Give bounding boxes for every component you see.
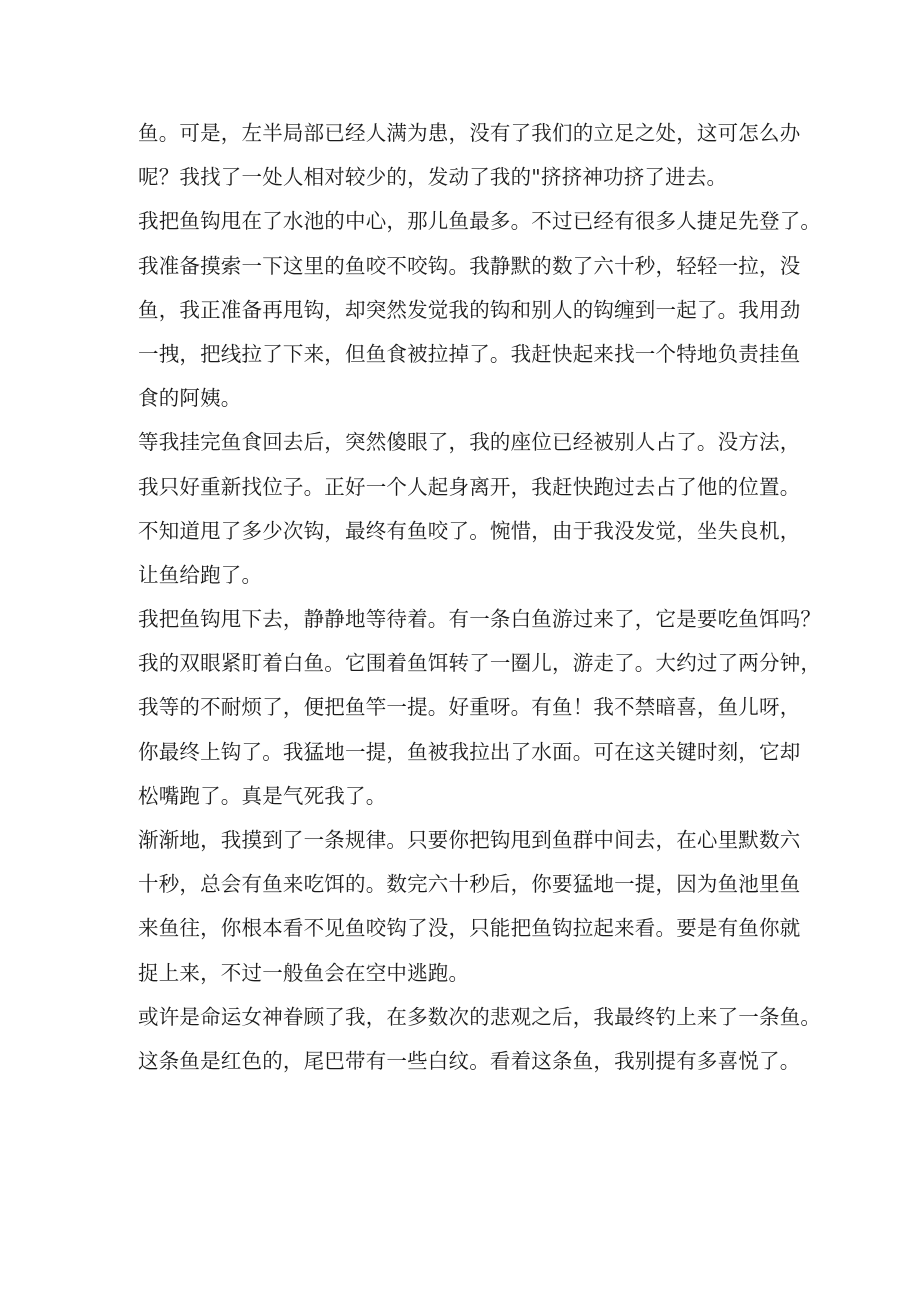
text-line: 捉上来，不过一般鱼会在空中逃跑。	[138, 960, 470, 985]
text-line: 或许是命运女神眷顾了我，在多数次的悲观之后，我最终钓上来了一条鱼。	[138, 1004, 822, 1029]
text-line: 等我挂完鱼食回去后，突然傻眼了，我的座位已经被别人占了。没方法，	[138, 430, 801, 455]
text-line: 让鱼给跑了。	[138, 562, 263, 587]
text-line: 我准备摸索一下这里的鱼咬不咬钩。我静默的数了六十秒，轻轻一拉，没	[138, 253, 801, 278]
text-line: 我等的不耐烦了，便把鱼竿一提。好重呀。有鱼！我不禁暗喜，鱼儿呀，	[138, 695, 801, 720]
text-line: 我把鱼钩甩下去，静静地等待着。有一条白鱼游过来了，它是要吃鱼饵吗？	[138, 607, 822, 632]
text-line: 一拽，把线拉了下来，但鱼食被拉掉了。我赶快起来找一个特地负责挂鱼	[138, 341, 801, 366]
text-line: 你最终上钩了。我猛地一提，鱼被我拉出了水面。可在这关键时刻，它却	[138, 739, 801, 764]
text-line: 鱼。可是，左半局部已经人满为患，没有了我们的立足之处，这可怎么办	[138, 121, 801, 145]
text-line: 呢？我找了一处人相对较少的，发动了我的"挤挤神功挤了进去。	[138, 165, 728, 190]
text-line: 渐渐地，我摸到了一条规律。只要你把钩甩到鱼群中间去，在心里默数六	[138, 828, 801, 852]
text-line: 这条鱼是红色的，尾巴带有一些白纹。看着这条鱼，我别提有多喜悦了。	[138, 1048, 801, 1073]
text-line: 不知道甩了多少次钩，最终有鱼咬了。惋惜，由于我没发觉，坐失良机，	[138, 518, 801, 543]
body-text	[138, 111, 822, 1083]
text-line: 鱼，我正准备再甩钩，却突然发觉我的钩和别人的钩缠到一起了。我用劲	[138, 297, 801, 322]
text-line: 我把鱼钩甩在了水池的中心，那儿鱼最多。不过已经有很多人捷足先登了。	[138, 209, 822, 234]
text-line: 我只好重新找位子。正好一个人起身离开，我赶快跑过去占了他的位置。	[138, 474, 801, 499]
text-line: 来鱼往，你根本看不见鱼咬钩了没，只能把鱼钩拉起来看。要是有鱼你就	[138, 916, 801, 941]
text-line: 松嘴跑了。真是气死我了。	[138, 783, 387, 808]
text-line: 十秒，总会有鱼来吃饵的。数完六十秒后，你要猛地一提，因为鱼池里鱼	[138, 872, 801, 897]
text-line: 我的双眼紧盯着白鱼。它围着鱼饵转了一圈儿，游走了。大约过了两分钟，	[138, 651, 822, 676]
text-line: 食的阿姨。	[138, 386, 242, 411]
